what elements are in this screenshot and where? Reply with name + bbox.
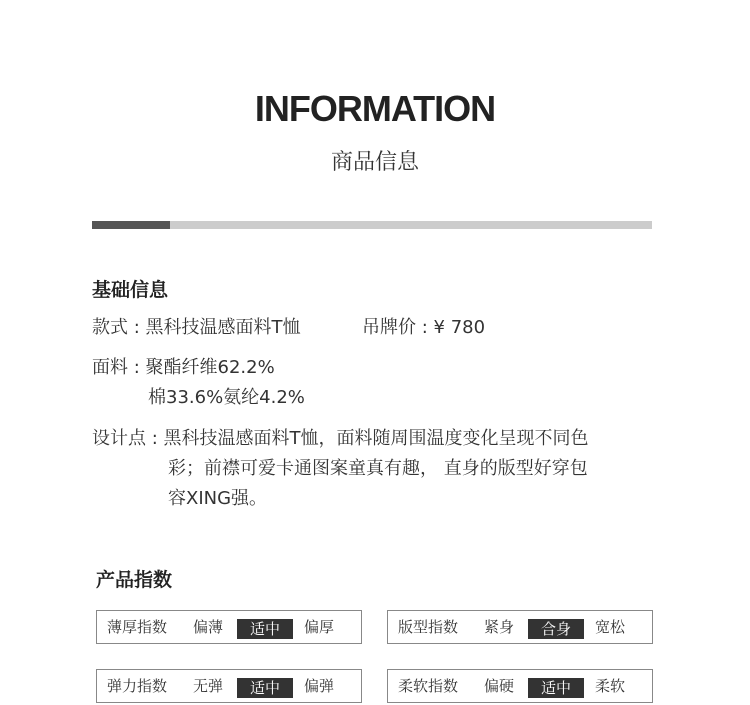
product-index-title: 产品指数 <box>96 569 173 591</box>
index-option: 柔软 <box>595 677 626 695</box>
index-option: 偏厚 <box>304 618 335 636</box>
index-name: 版型指数 <box>398 618 459 636</box>
style-row <box>92 313 301 343</box>
softness-index <box>387 669 653 703</box>
index-option-selected: 适中 <box>237 678 293 698</box>
section-progress-fill <box>92 221 170 229</box>
thickness-index <box>96 610 362 644</box>
index-option: 无弹 <box>193 677 224 695</box>
index-option-selected: 适中 <box>237 619 293 639</box>
style-label: 款式 : <box>92 317 140 338</box>
design-line-1: 黑科技温感面料T恤，面料随周围温度变化呈现不同色 <box>163 428 589 449</box>
index-name: 弹力指数 <box>107 677 168 695</box>
index-name: 柔软指数 <box>398 677 459 695</box>
design-line-2: 彩；前襟可爱卡通图案童真有趣， 直身的版型好穿包 <box>168 458 588 479</box>
title-chinese: 商品信息 <box>330 150 419 175</box>
section-progress-bar <box>92 221 652 229</box>
price-label: 吊牌价 : <box>362 317 428 338</box>
index-option: 偏弹 <box>304 677 335 695</box>
style-value: 黑科技温感面料T恤 <box>145 317 301 338</box>
fabric-line-2: 棉33.6%氨纶4.2% <box>148 387 305 408</box>
index-name: 薄厚指数 <box>107 618 168 636</box>
index-option-selected: 合身 <box>528 619 584 639</box>
title-english: INFORMATION <box>254 88 496 129</box>
design-row <box>92 424 589 454</box>
basic-info-title: 基础信息 <box>92 279 169 301</box>
fabric-row <box>92 353 275 383</box>
index-option: 偏硬 <box>484 677 515 695</box>
elasticity-index <box>96 669 362 703</box>
fabric-label: 面料 : <box>92 357 140 378</box>
design-label: 设计点 : <box>92 428 158 449</box>
index-option: 偏薄 <box>193 618 224 636</box>
index-option: 宽松 <box>595 618 626 636</box>
index-option: 紧身 <box>484 618 515 636</box>
design-line-3: 容XING强。 <box>168 488 268 509</box>
index-option-selected: 适中 <box>528 678 584 698</box>
price-value: ¥ 780 <box>433 317 486 338</box>
fabric-line-1: 聚酯纤维62.2% <box>145 357 275 378</box>
price-row <box>362 313 485 343</box>
fit-index <box>387 610 653 644</box>
